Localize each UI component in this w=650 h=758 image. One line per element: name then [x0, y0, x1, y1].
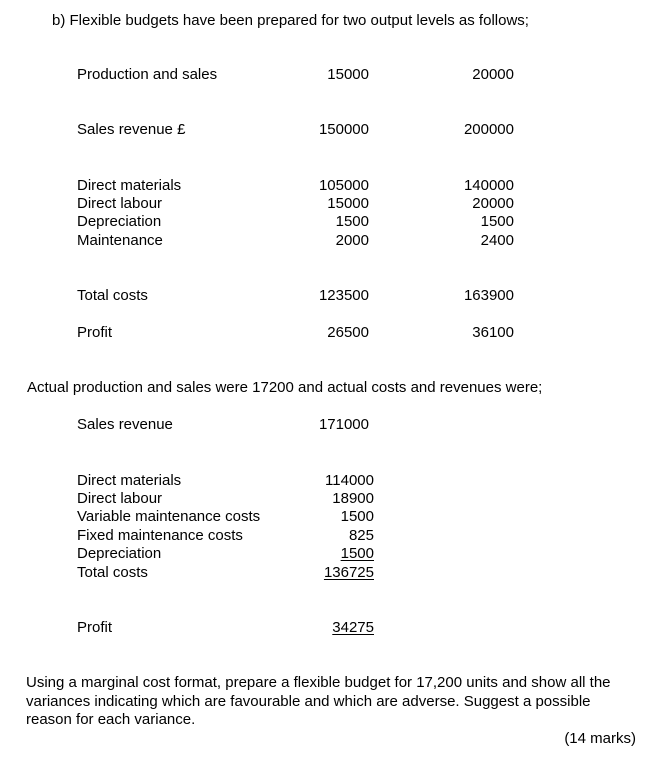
cost-label: Direct materials — [77, 177, 182, 194]
cost-value: 15000 — [327, 195, 369, 212]
actual-cost-label: Variable maintenance costs — [77, 508, 261, 525]
profit-20000: 36100 — [472, 324, 514, 341]
marks: (14 marks) — [564, 730, 636, 747]
total-costs-15000: 123500 — [318, 287, 369, 304]
actual-cost-label: Direct labour — [77, 490, 163, 507]
total-costs-20000: 163900 — [463, 287, 514, 304]
cost-value: 2400 — [480, 232, 514, 249]
question-intro: b) Flexible budgets have been prepared for two output levels as follows; — [52, 12, 529, 29]
cost-value: 105000 — [318, 177, 369, 194]
revenue-15000: 150000 — [318, 121, 369, 138]
profit-15000: 26500 — [327, 324, 369, 341]
actual-revenue-value: 171000 — [318, 416, 369, 433]
revenue-20000: 200000 — [463, 121, 514, 138]
cost-value: 1500 — [480, 213, 514, 230]
actual-cost-label: Direct materials — [77, 472, 182, 489]
actual-revenue-label: Sales revenue — [77, 416, 173, 433]
actual-intro: Actual production and sales were 17200 and actual costs and revenues were; — [27, 379, 543, 396]
actual-cost-label: Depreciation — [77, 545, 162, 562]
actual-cost-value: 1500 — [340, 508, 374, 525]
actual-cost-value: 825 — [348, 527, 374, 544]
cost-label: Maintenance — [77, 232, 163, 249]
actual-cost-label: Fixed maintenance costs — [77, 527, 243, 544]
production-label: Production and sales — [77, 66, 218, 83]
actual-cost-value: 18900 — [332, 490, 374, 507]
actual-cost-value: 114000 — [325, 472, 374, 489]
production-20000: 20000 — [472, 66, 514, 83]
cost-value: 20000 — [472, 195, 514, 212]
actual-total-costs-value: 136725 — [323, 564, 374, 581]
cost-value: 2000 — [335, 232, 369, 249]
cost-value: 140000 — [463, 177, 514, 194]
cost-label: Direct labour — [77, 195, 163, 212]
cost-label: Depreciation — [77, 213, 162, 230]
total-costs-label: Total costs — [77, 287, 148, 304]
production-15000: 15000 — [327, 66, 369, 83]
actual-total-costs-label: Total costs — [77, 564, 148, 581]
revenue-label: Sales revenue £ — [77, 121, 186, 138]
actual-profit-label: Profit — [77, 619, 113, 636]
actual-profit-value: 34275 — [332, 619, 374, 636]
actual-cost-value: 1500 — [340, 545, 374, 562]
profit-label: Profit — [77, 324, 113, 341]
question-text: Using a marginal cost format, prepare a flexible budget for 17,200 units and show all the variances indicating which are favourable and which are adverse. Suggest a possible reason for each variance. — [26, 674, 611, 728]
cost-value: 1500 — [335, 213, 369, 230]
